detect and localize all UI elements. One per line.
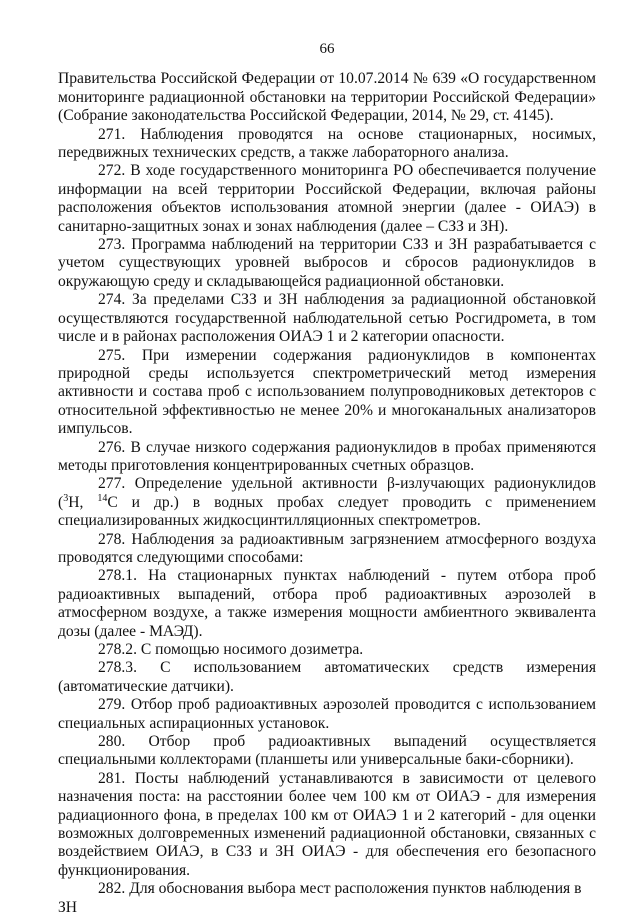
paragraph-intro: Правительства Российской Федерации от 10.07.2014 № 639 «О государственном мониторинге радиационной обстановки на территории Российской Федерации» (Собрание законодательства Российской Федерации, 2014, № 29, ст. 4145). (58, 70, 596, 125)
paragraph-271: 271. Наблюдения проводятся на основе стационарных, носимых, передвижных технических средств, а также лабораторного анализа. (58, 125, 596, 162)
paragraph-278-1: 278.1. На стационарных пунктах наблюдений - путем отбора проб радиоактивных выпадений, отбора проб радиоактивных аэрозолей в атмосферном воздухе, а также измерения мощности амбиентного эквивалента дозы (далее - МАЭД). (58, 567, 596, 640)
paragraph-279: 279. Отбор проб радиоактивных аэрозолей проводится с использованием специальных аспирационных установок. (58, 696, 596, 732)
paragraph-272: 272. В ходе государственного мониторинга РО обеспечивается получение информации на всей территории Российской Федерации, включая районы расположения объектов использования атомной энергии (далее - ОИАЭ) в санитарно-защитных зонах и зонах наблюдения (далее – СЗЗ и ЗН). (58, 162, 596, 235)
paragraph-278-3: 278.3. С использованием автоматических средств измерения (автоматические датчики). (58, 659, 596, 695)
paragraph-273: 273. Программа наблюдений на территории СЗЗ и ЗН разрабатывается с учетом существующих уровней выбросов и сбросов радионуклидов в окружающую среду и складывающейся радиационной обстановки. (58, 236, 596, 290)
superscript-carbon-mass: 14 (97, 492, 108, 504)
superscript-tritium-mass: 3 (63, 492, 69, 504)
body-text (58, 70, 596, 917)
paragraph-280: 280. Отбор проб радиоактивных выпадений осуществляется специальными коллекторами (планшеты или универсальные баки-сборники). (58, 733, 596, 769)
p277-text-start: 277. Определение удельной активности β-излучающих радионуклидов ( (58, 475, 596, 511)
paragraph-274: 274. За пределами СЗЗ и ЗН наблюдения за радиационной обстановкой осуществляются государственной наблюдательной сетью Росгидромета, в том числе и в районах расположения ОИАЭ 1 и 2 категории опасности. (58, 291, 596, 346)
paragraph-281: 281. Посты наблюдений устанавливаются в зависимости от целевого назначения поста: на расстоянии более чем 100 км от ОИАЭ - для измерения радиационного фона, в пределах 100 км от ОИАЭ 1 и 2 категорий - для оценки возможных долговременных изменений радиационной обстановки, связанных с воздействием ОИАЭ, в СЗЗ и ЗН ОИАЭ - для обеспечения его безопасного функционирования. (58, 769, 596, 879)
paragraph-278-2: 278.2. С помощью носимого дозиметра. (98, 641, 364, 658)
paragraph-275: 275. При измерении содержания радионуклидов в компонентах природной среды используется спектрометрический метод измерения активности и состава проб с использованием полупроводниковых детекторов с относительной эффективностью не менее 20% и многоканальных анализаторов импульсов. (58, 346, 596, 438)
p277-text-end: C и др.) в водных пробах следует проводить с применением специализированных жидкосцинтилляционных спектрометров. (58, 493, 596, 530)
page-number: 66 (319, 41, 335, 57)
p277-text-mid: H, (68, 493, 98, 511)
paragraph-276: 276. В случае низкого содержания радионуклидов в пробах применяются методы приготовления концентрированных счетных образцов. (58, 438, 596, 474)
paragraph-277 (58, 475, 596, 530)
paragraph-278: 278. Наблюдения за радиоактивным загрязнением атмосферного воздуха проводятся следующими способами: (58, 530, 596, 566)
paragraph-282: 282. Для обоснования выбора мест расположения пунктов наблюдения в ЗН (58, 880, 582, 916)
